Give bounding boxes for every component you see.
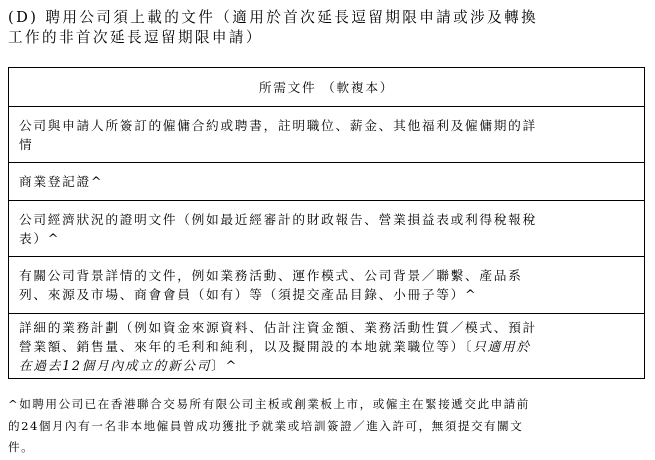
- table-cell-financial-proof: 公司經濟狀況的證明文件（例如最近經審計的財政報告、營業損益表或利得稅報稅 表）^: [9, 201, 645, 257]
- table-row: [9, 163, 645, 201]
- table-row: [9, 107, 645, 163]
- table-cell-business-plan: 詳細的業務計劃（例如資金來源資料、估計注資金額、業務活動性質／模式、預計 營業額、銷售量、來年的毛利和純利，以及擬開設的本地就業職位等）〔只適用於 在過去12個月內成立的新公司〕^: [9, 314, 645, 379]
- required-documents-table: [8, 67, 645, 379]
- business-plan-line2: 營業額、銷售量、來年的毛利和純利，以及擬開設的本地就業職位等）〔: [19, 338, 474, 354]
- footnote-line-2: 的24個月內有一名非本地僱員曾成功獲批予就業或培訓簽證／進入許可，無須提交有關文: [8, 418, 524, 433]
- footnote-line-3: 件。: [8, 440, 35, 454]
- table-header: 所需文件 （軟複本）: [9, 68, 645, 107]
- business-plan-line3-end: 〕^: [211, 357, 238, 373]
- business-plan-italic-note: 只適用於: [473, 338, 531, 354]
- footnote: [8, 394, 650, 459]
- heading-line-1: (D) 聘用公司須上載的文件（適用於首次延長逗留期限申請或涉及轉換: [8, 9, 539, 26]
- table-row: [9, 257, 645, 314]
- business-plan-italic-note-cont: 在過去12個月內成立的新公司: [19, 357, 212, 373]
- footnote-line-1: ^如聘用公司已在香港聯合交易所有限公司主板或創業板上市，或僱主在緊接遞交此申請前: [8, 397, 530, 411]
- section-heading: [8, 8, 648, 48]
- table-cell-employment-contract: 公司與申請人所簽訂的僱傭合約或聘書，註明職位、薪金、其他福利及僱傭期的詳 情: [9, 107, 645, 163]
- table-cell-company-background: 有關公司背景詳情的文件，例如業務活動、運作模式、公司背景／聯繫、產品系 列、來源及市場、商會會員（如有）等（須提交產品目錄、小冊子等）^: [9, 257, 645, 314]
- table-row: [9, 314, 645, 379]
- heading-line-2: 工作的非首次延長逗留期限申請）: [8, 29, 263, 46]
- table-row: [9, 201, 645, 257]
- table-cell-business-registration: 商業登記證^: [9, 163, 645, 201]
